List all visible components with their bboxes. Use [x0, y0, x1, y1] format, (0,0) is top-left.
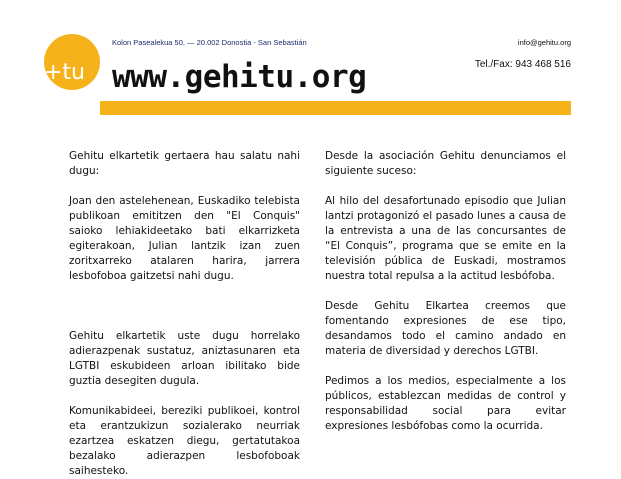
email-address: info@gehitu.org: [517, 38, 571, 47]
address-line: Kolon Pasealekua 50, — 20.002 Donostia - San Sebastián: [112, 38, 307, 47]
left-paragraph-1: Gehitu elkartetik gertaera hau salatu nahi dugu:: [69, 150, 300, 177]
left-paragraph-4: Komunikabideei, bereziki publikoei, kontrol eta erantzukizun sozialerako neurriak ezartzea eskatzen diegu, gertatutakoa bezalako adierazpen lesbofoboak saihesteko.: [69, 405, 300, 477]
phone-number: Tel./Fax: 943 468 516: [474, 59, 571, 70]
left-paragraph-3: Gehitu elkartetik uste dugu horrelako adierazpenak sustatuz, aniztasunaren eta LGTBI eskubideen arloan ibilitako bide guztia desegiten dugula.: [69, 330, 300, 387]
basque-column: [69, 149, 300, 479]
right-paragraph-3: Desde Gehitu Elkartea creemos que fomentando expresiones de ese tipo, desandamos todo el camino andado en materia de diversidad y derechos LGTBI.: [325, 300, 566, 357]
right-paragraph-1: Desde la asociación Gehitu denunciamos el siguiente suceso:: [325, 150, 566, 177]
right-paragraph-4: Pedimos a los medios, especialmente a los públicos, establezcan medidas de control y responsabilidad social para evitar expresiones lesbófobas como la ocurrida.: [325, 375, 566, 432]
spanish-column: [325, 149, 566, 434]
right-paragraph-2: Al hilo del desafortunado episodio que Julian lantzi protagonizó el pasado lunes a causa de la entrevista a una de las concursantes de “El Conquis”, programa que se emite en la televisión pública de Euskadi, mostramos nuestra total repulsa a la actitud lesbófoba.: [325, 195, 566, 282]
header-divider-bar: [100, 101, 571, 115]
website-title: www.gehitu.org: [112, 59, 367, 95]
left-paragraph-2: Joan den astelehenean, Euskadiko telebista publikoan emititzen den "El Conquis" saioko lehiakideetako bati elkarrizketa egiterakoan, Julian lantzik izan zuen zoritxarreko atalaren harira, jarrera lesbofoboa gaitzetsi nahi dugu.: [69, 195, 300, 282]
logo-text: +tu: [44, 60, 86, 85]
